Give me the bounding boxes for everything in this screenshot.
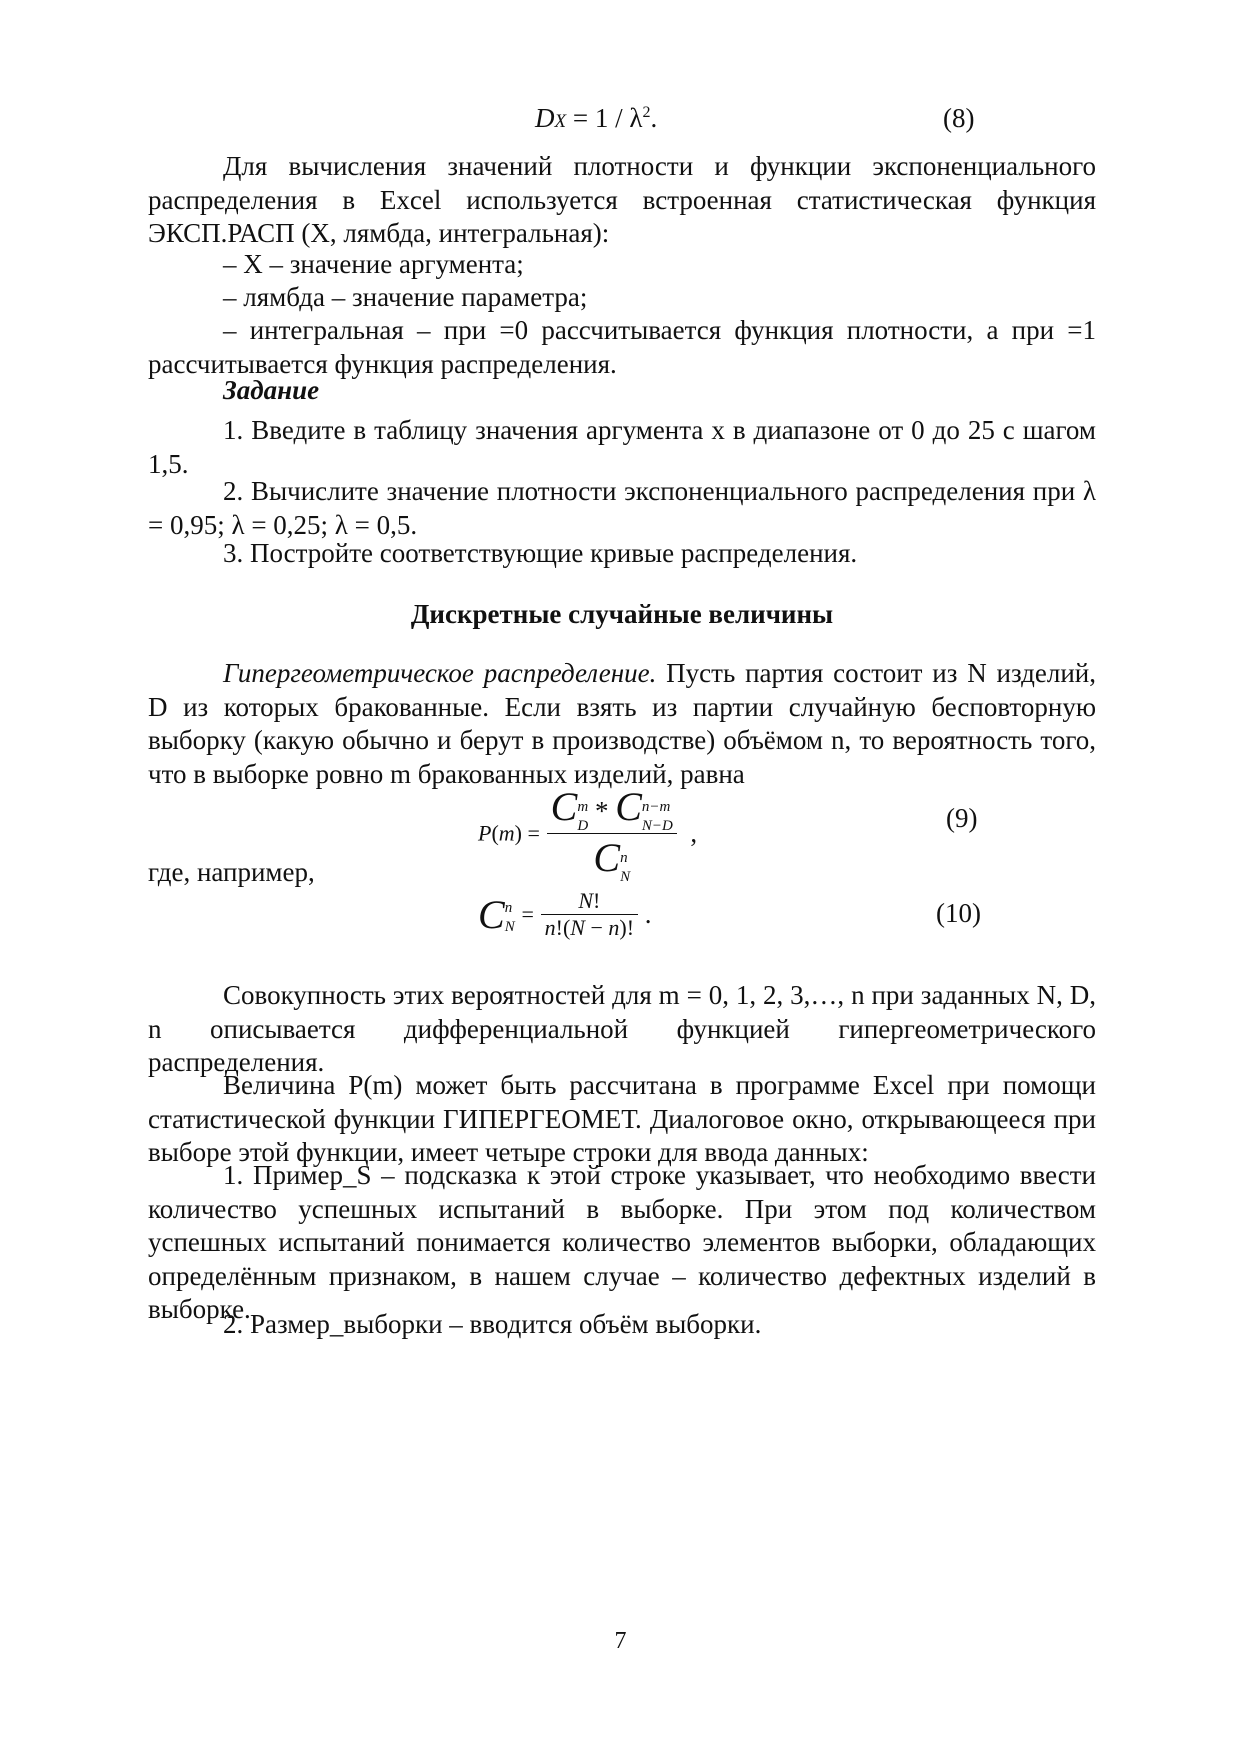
paragraph-excel-hypergeom: Величина P(m) может быть рассчитана в программе Excel при помощи статистической функции ГИПЕРГЕОМЕТ. Диалоговое окно, открывающееся при выборе этой функции, имеет четыре строки для ввода данных: [148, 1070, 1096, 1167]
term-hypergeometric: Гипергеометрическое распределение. [223, 658, 657, 688]
task-item-3: 3. Постройте соответствующие кривые распределения. [223, 538, 858, 568]
formula-8: DX = $1 / \lambda^2$. [535, 103, 658, 133]
formula-10: Cn N = $\frac{N!}{n!(N - n)!}$ . [478, 888, 652, 940]
list-item-lambda: – лямбда – значение параметра; [223, 282, 588, 312]
task-item-1: 1. Введите в таблицу значения аргумента x в диапазоне от 0 до 25 с шагом 1,5. [148, 415, 1096, 479]
section-heading: Дискретные случайные величины [410, 599, 834, 629]
dialog-item-1: 1. Пример_S – подсказка к этой строке указывает, что необходимо ввести количество успешных испытаний в выборке. При этом под количеством успешных испытаний понимается количество элементов выборки, обладающих определённым признаком, в нашем случае – количество дефектных изделий в выборке. [148, 1160, 1096, 1324]
paragraph-hypergeometric [148, 657, 1096, 791]
formula-9-fraction: Cm D * Cn−m N−D Cn N [547, 783, 677, 884]
equation-number-9: (9) [946, 803, 978, 833]
equation-number-10: (10) [936, 898, 981, 928]
paragraph-excel-expon: Для вычисления значений плотности и функции экспоненциального распределения в Excel используется встроенная статистическая функция ЭКСП.РАСП (X, лямбда, интегральная): [148, 151, 1096, 248]
where-text: где, например, [148, 857, 315, 887]
list-item-x: – X – значение аргумента; [223, 249, 524, 279]
paragraph-probabilities: Совокупность этих вероятностей для m = 0, 1, 2, 3,…, n при заданных N, D, n описывается дифференциальной функцией гипергеометрического распределения. [148, 980, 1096, 1077]
task-item-2: 2. Вычислите значение плотности экспоненциального распределения при λ = 0,95; λ = 0,25; λ = 0,5. [148, 476, 1096, 540]
page-number: 7 [614, 1628, 627, 1654]
task-heading: Задание [223, 375, 320, 405]
dialog-item-2: 2. Размер_выборки – вводится объём выборки. [223, 1309, 762, 1339]
formula-10-fraction: $\frac{N!}{n!(N - n)!}$ [541, 888, 638, 941]
formula-9: P(m) = Cm D * Cn−m N−D Cn N , [478, 784, 698, 885]
paragraph-hypergeometric-text: Пусть партия состоит из N изделий, D из которых бракованные. Если взять из партии случайную бесповторную выборку (какую обычно и берут в производстве) объёмом n, то вероятность того, что в выборке ровно m бракованных изделий, равна [148, 658, 1096, 789]
equation-number-8: (8) [943, 103, 975, 133]
list-item-integral: – интегральная – при =0 рассчитывается функция плотности, а при =1 рассчитывается функция распределения. [148, 315, 1096, 379]
